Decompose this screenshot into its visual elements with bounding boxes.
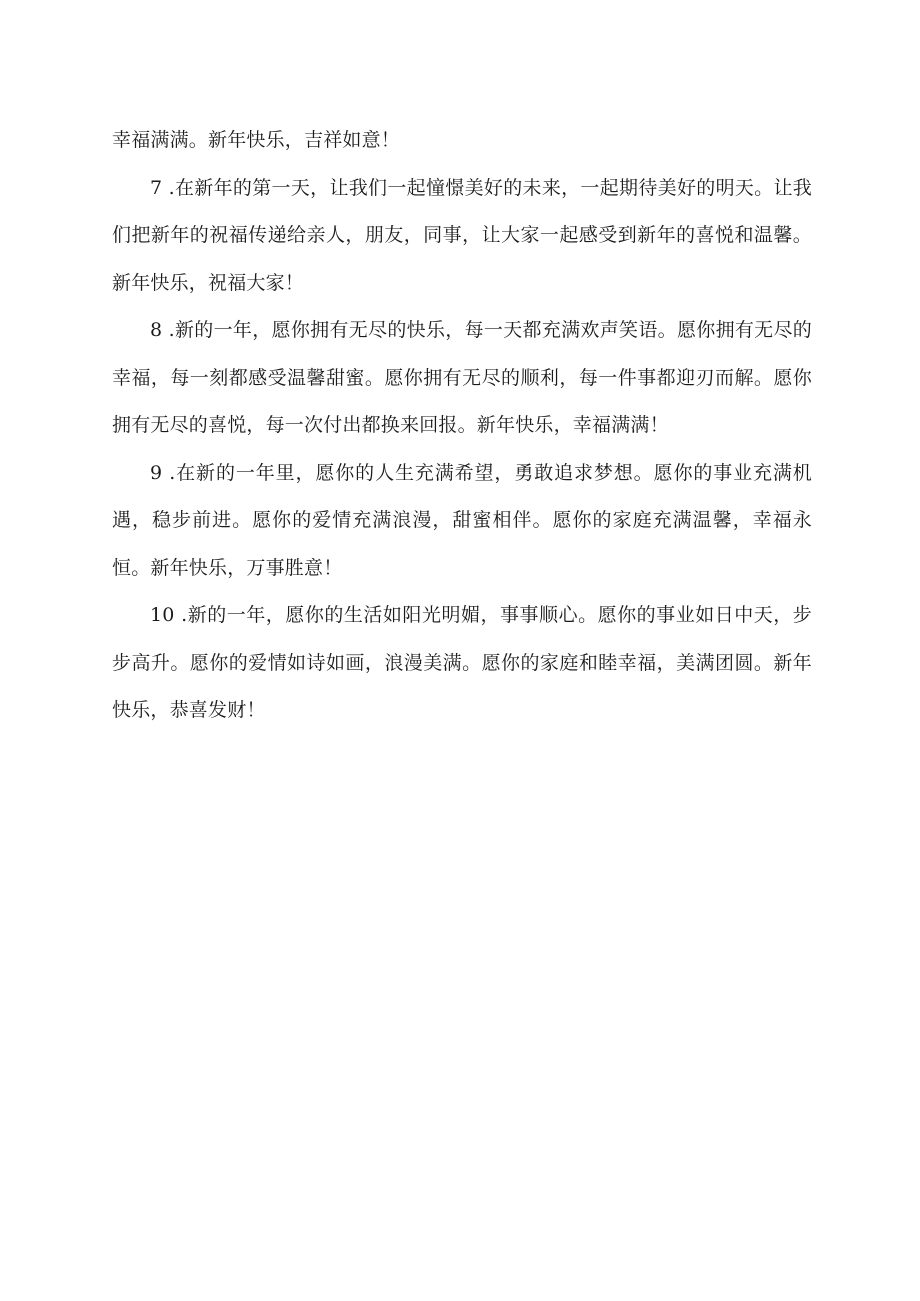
- number-separator: .: [174, 604, 188, 626]
- paragraph-text: 幸福满满。新年快乐，吉祥如意！: [112, 129, 401, 151]
- paragraph-number: 8: [150, 319, 163, 341]
- paragraph-8: [112, 307, 812, 450]
- paragraph-number: 9: [150, 461, 163, 484]
- number-separator: .: [162, 461, 176, 484]
- paragraph-6-continuation: [112, 117, 812, 165]
- paragraph-text: 新的一年，愿你的生活如阳光明媚，事事顺心。愿你的事业如日中天，步步高升。愿你的爱情如诗如画，浪漫美满。愿你的家庭和睦幸福，美满团圆。新年快乐，恭喜发财！: [112, 604, 813, 721]
- number-separator: .: [162, 319, 175, 341]
- paragraph-9: [112, 450, 812, 593]
- paragraph-text: 新的一年，愿你拥有无尽的快乐，每一天都充满欢声笑语。愿你拥有无尽的幸福，每一刻都感受温馨甜蜜。愿你拥有无尽的顺利，每一件事都迎刃而解。愿你拥有无尽的喜悦，每一次付出都换来回报。新年快乐，幸福满满！: [112, 319, 812, 436]
- paragraph-7: [112, 165, 812, 308]
- number-separator: .: [162, 176, 175, 199]
- document-body: [112, 117, 812, 735]
- paragraph-text: 在新的一年里，愿你的人生充满希望，勇敢追求梦想。愿你的事业充满机遇，稳步前进。愿你的爱情充满浪漫，甜蜜相伴。愿你的家庭充满温馨，幸福永恒。新年快乐，万事胜意！: [112, 461, 812, 579]
- paragraph-number: 7: [150, 176, 163, 199]
- paragraph-number: 10: [150, 604, 175, 626]
- paragraph-10: [112, 592, 812, 735]
- paragraph-text: 在新年的第一天，让我们一起憧憬美好的未来，一起期待美好的明天。让我们把新年的祝福传递给亲人，朋友，同事，让大家一起感受到新年的喜悦和温馨。新年快乐，祝福大家！: [112, 176, 812, 294]
